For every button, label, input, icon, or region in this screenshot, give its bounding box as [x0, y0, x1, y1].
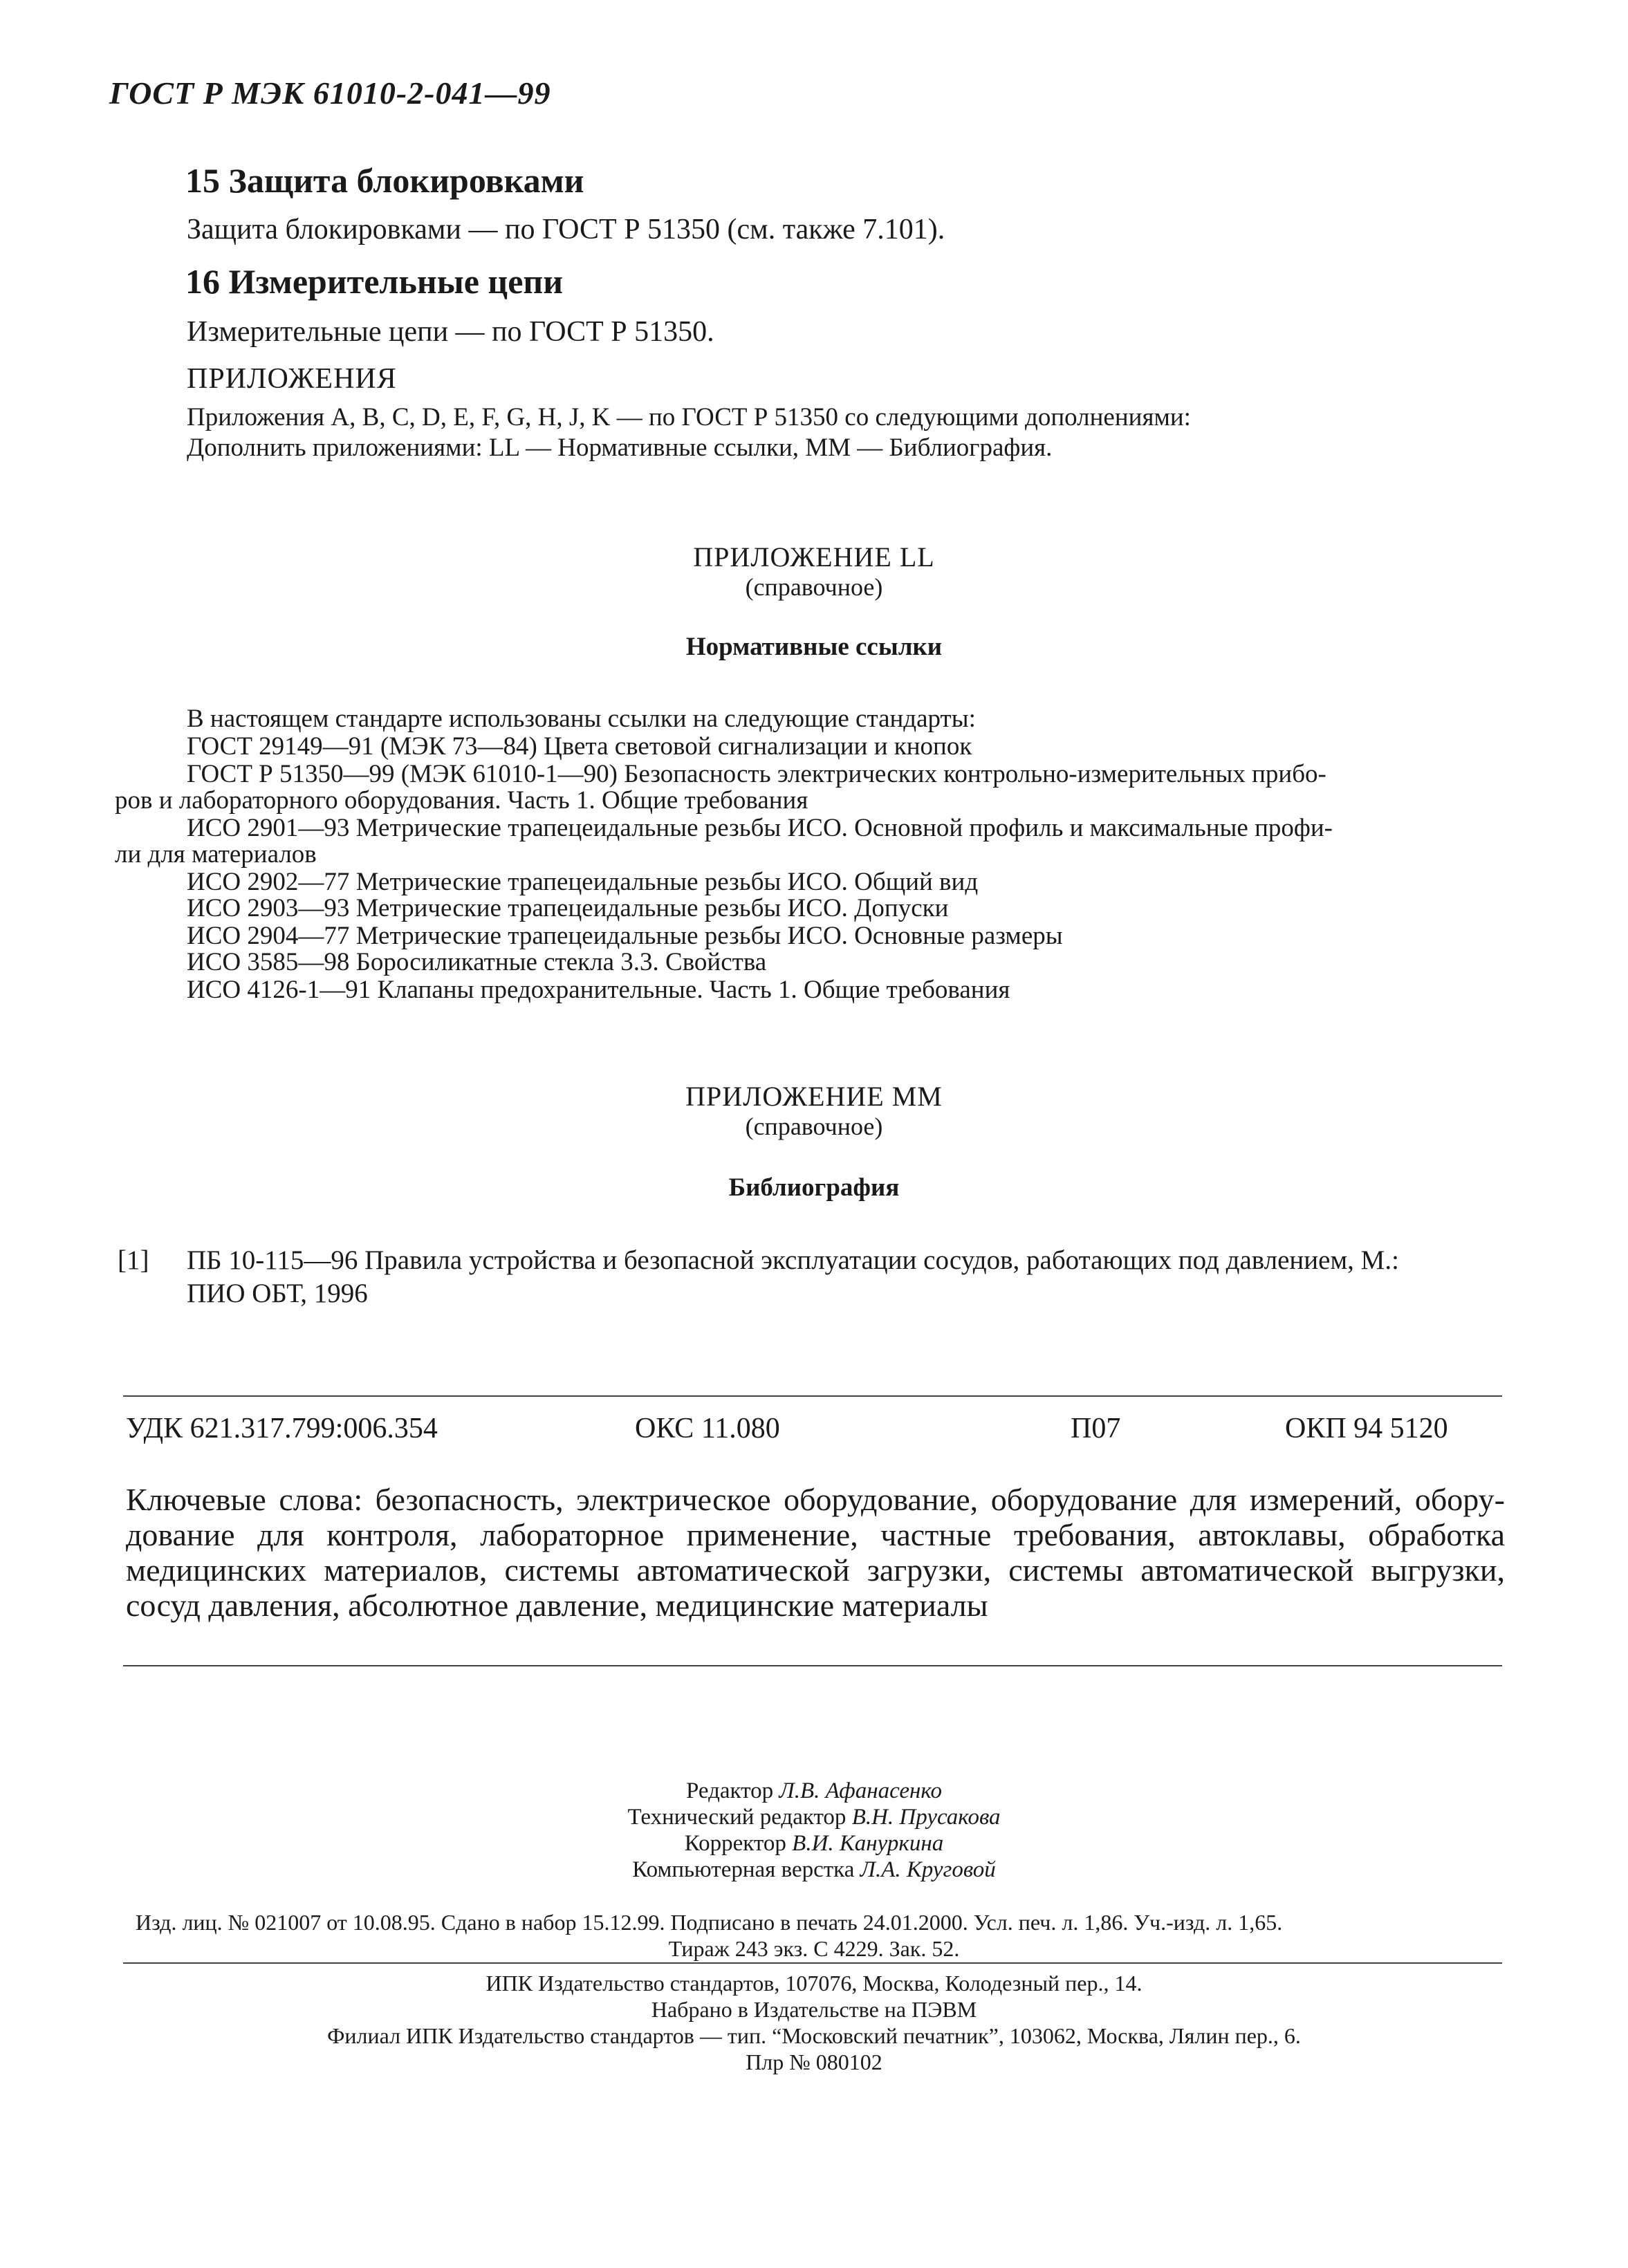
- section-15-title: 15 Защита блокировками: [185, 161, 584, 200]
- oks-code: ОКС 11.080: [635, 1413, 780, 1444]
- credit-tech-editor-label: Технический редактор: [627, 1805, 847, 1830]
- appendix-mm-subtitle: (справочное): [745, 1113, 883, 1140]
- credit-editor-label: Редактор: [685, 1778, 774, 1803]
- normative-ref-item: ИСО 3585—98 Боросиликатные стекла 3.3. Свойства: [187, 948, 767, 976]
- publisher-line-2: Набрано в Издательстве на ПЭВМ: [651, 1997, 977, 2022]
- normative-ref-item: ГОСТ 29149—91 (МЭК 73—84) Цвета световой сигнализации и кнопок: [187, 732, 972, 761]
- appendix-ll-title: ПРИЛОЖЕНИЕ LL: [693, 541, 935, 573]
- publisher-line-3: Филиал ИПК Издательство стандартов — тип. “Московский печатник”, 103062, Москва, Лялин пер., 6.: [327, 2023, 1301, 2048]
- credit-proofreader-label: Корректор: [684, 1831, 786, 1856]
- appendices-line-2: Дополнить приложениями: LL — Нормативные ссылки, MM — Библиография.: [187, 434, 1053, 462]
- divider-line: [123, 1395, 1502, 1397]
- section-16-text: Измерительные цепи — по ГОСТ Р 51350.: [187, 316, 714, 348]
- bibliography-ref-line-2: ПИО ОБТ, 1996: [187, 1279, 368, 1308]
- normative-ref-item: ИСО 2901—93 Метрические трапецеидальные резьбы ИСО. Основной профиль и максимальные профи-: [187, 814, 1333, 842]
- bibliography-ref-line-1: ПБ 10-115—96 Правила устройства и безопасной эксплуатации сосудов, работающих под давлением, М.:: [187, 1245, 1399, 1275]
- credit-proofreader-name: В.И. Кануркина: [792, 1831, 944, 1856]
- publisher-line-1: ИПК Издательство стандартов, 107076, Москва, Колодезный пер., 14.: [485, 1971, 1143, 1996]
- credit-proofreader: [0, 1831, 1628, 1857]
- normative-ref-item-continued: ли для материалов: [115, 840, 317, 868]
- imprint-line-2: Тираж 243 экз. С 4229. Зак. 52.: [668, 1936, 960, 1961]
- credit-layout-label: Компьютерная верстка: [632, 1857, 855, 1882]
- keywords-paragraph: Ключевые слова: безопасность, электрическое оборудование, оборудование для измерений, обору-дование для контроля, лабораторное применение, частные требования, автоклавы, обработка медицинских материалов, системы автоматической загрузки, системы автоматической выгрузки, сосуд давления, абсолютное давление, медицинские материалы: [126, 1482, 1505, 1623]
- credit-tech-editor: [0, 1805, 1628, 1830]
- divider-line: [123, 1962, 1502, 1964]
- credit-editor-name: Л.В. Афанасенко: [779, 1778, 943, 1803]
- imprint-line-1: Изд. лиц. № 021007 от 10.08.95. Сдано в набор 15.12.99. Подписано в печать 24.01.2000. Усл. печ. л. 1,86. Уч.-изд. л. 1,65.: [136, 1910, 1283, 1935]
- p-code: П07: [1071, 1413, 1121, 1444]
- divider-line: [123, 1665, 1502, 1666]
- appendix-mm-title: ПРИЛОЖЕНИЕ MM: [685, 1081, 943, 1112]
- credit-layout: [0, 1857, 1628, 1883]
- normative-ref-item: ИСО 4126-1—91 Клапаны предохранительные. Часть 1. Общие требования: [187, 976, 1010, 1004]
- normative-ref-item: ИСО 2904—77 Метрические трапецеидальные резьбы ИСО. Основные размеры: [187, 922, 1063, 950]
- udk-code: УДК 621.317.799:006.354: [126, 1413, 438, 1444]
- credit-layout-name: Л.А. Круговой: [860, 1857, 996, 1882]
- appendix-ll-subtitle: (справочное): [745, 573, 883, 601]
- document-code-header: ГОСТ Р МЭК 61010-2-041—99: [109, 75, 551, 111]
- normative-ref-item: ГОСТ Р 51350—99 (МЭК 61010-1—90) Безопасность электрических контрольно-измерительных прибо-: [187, 760, 1326, 788]
- credit-editor: [0, 1778, 1628, 1804]
- section-16-title: 16 Измерительные цепи: [185, 262, 564, 301]
- appendix-ll-heading: Нормативные ссылки: [685, 633, 943, 661]
- normative-refs-intro: В настоящем стандарте использованы ссылки на следующие стандарты:: [187, 705, 976, 733]
- section-15-text: Защита блокировками — по ГОСТ Р 51350 (см. также 7.101).: [187, 214, 945, 245]
- appendices-line-1: Приложения A, B, C, D, E, F, G, H, J, K — по ГОСТ Р 51350 со следующими дополнениями:: [187, 403, 1191, 431]
- normative-ref-item-continued: ров и лабораторного оборудования. Часть 1. Общие требования: [115, 786, 808, 815]
- appendix-mm-heading: Библиография: [728, 1173, 900, 1202]
- appendices-label: ПРИЛОЖЕНИЯ: [187, 363, 397, 395]
- credit-tech-editor-name: В.Н. Прусакова: [851, 1805, 1001, 1830]
- normative-ref-item: ИСО 2903—93 Метрические трапецеидальные резьбы ИСО. Допуски: [187, 894, 949, 922]
- okp-code: ОКП 94 5120: [1285, 1413, 1448, 1444]
- bibliography-ref-number: [1]: [118, 1245, 149, 1275]
- normative-ref-item: ИСО 2902—77 Метрические трапецеидальные резьбы ИСО. Общий вид: [187, 868, 979, 896]
- publisher-line-4: Плр № 080102: [746, 2049, 882, 2074]
